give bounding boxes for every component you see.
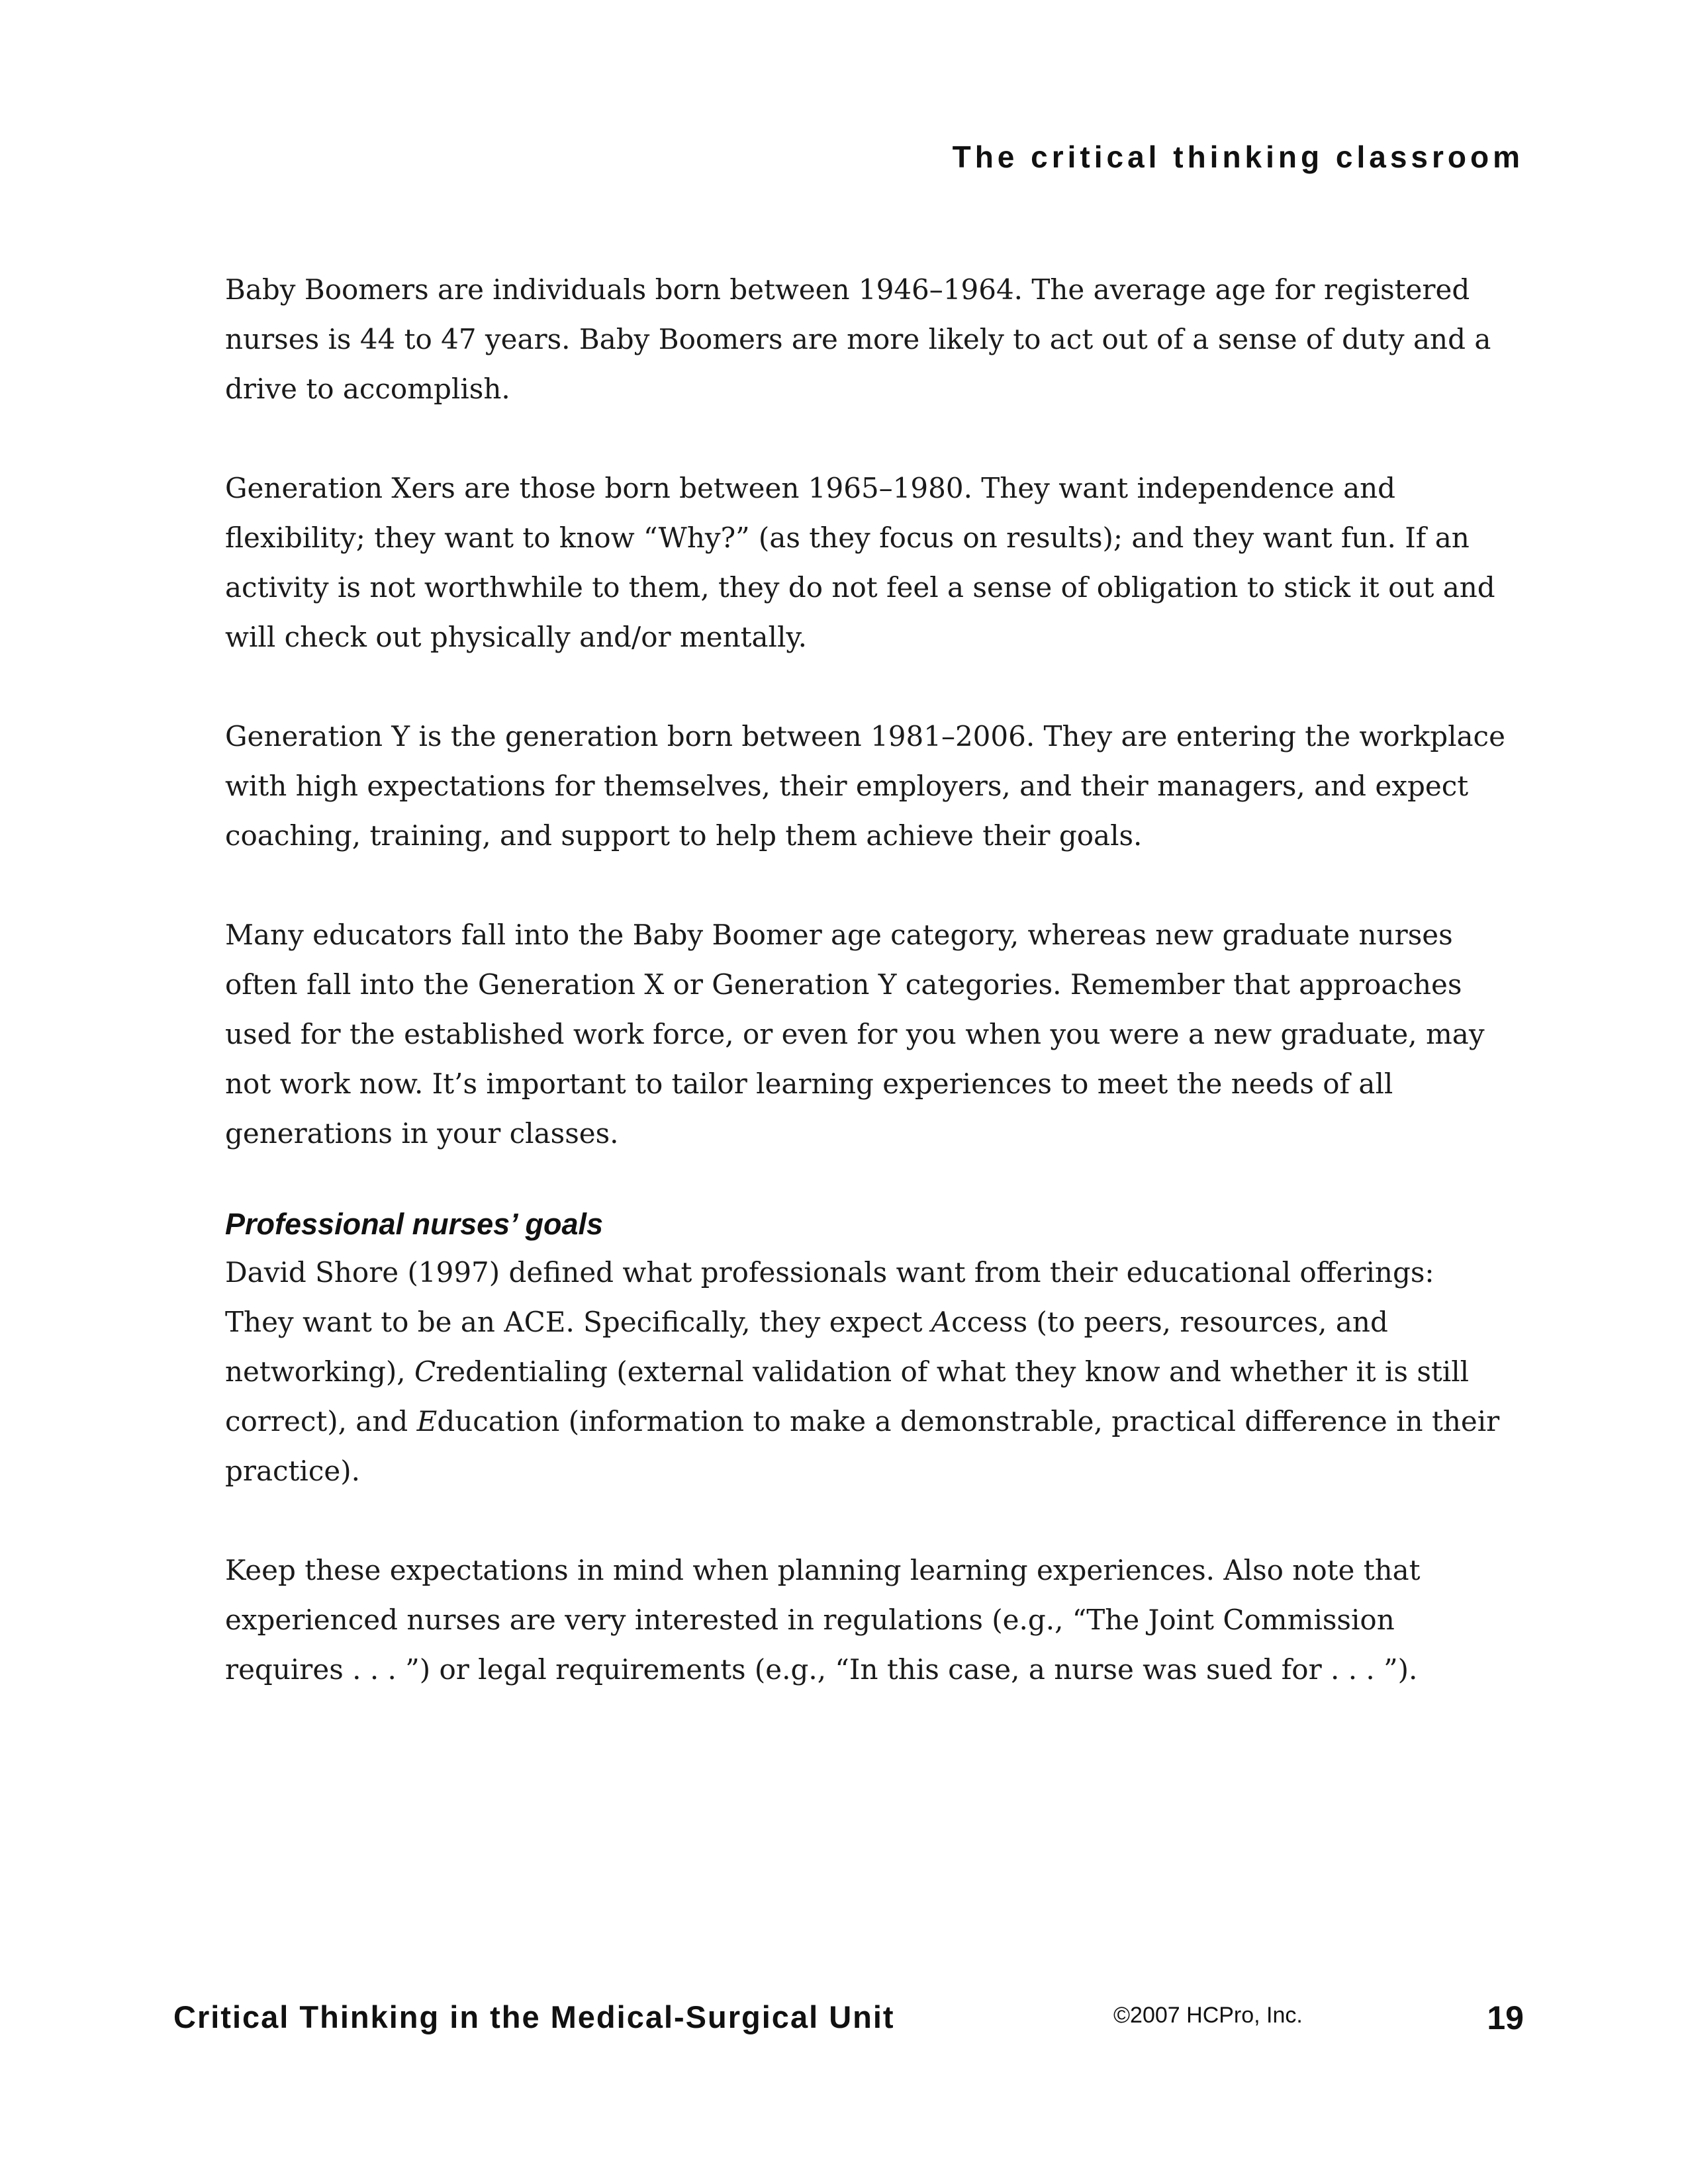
page-footer <box>173 1999 1524 2045</box>
ace-letter-e: E <box>416 1405 438 1437</box>
ace-letter-a: A <box>931 1306 952 1338</box>
paragraph-expectations: Keep these expectations in mind when planning learning experiences. Also note that experienced nurses are very interested in regulations (e.g., “The Joint Commission requires . . . ”) or legal requirements (e.g., “In this case, a nurse was sued for . . . ”). <box>225 1554 1421 1686</box>
body-text <box>225 265 1509 1694</box>
paragraph-baby-boomers: Baby Boomers are individuals born between 1946–1964. The average age for registered nurses is 44 to 47 years. Baby Boomers are more likely to act out of a sense of duty and a drive to accomplish. <box>225 273 1491 405</box>
ace-text-2: ccess (to peers, resources, and networking), <box>225 1306 1388 1388</box>
paragraph-generation-y: Generation Y is the generation born between 1981–2006. They are entering the workplace with high expectations for themselves, their employers, and their managers, and expect coaching, training, and support to help them achieve their goals. <box>225 720 1505 852</box>
footer-book-title: Critical Thinking in the Medical-Surgical Unit <box>173 1999 895 2034</box>
ace-text-4: ducation (information to make a demonstrable, practical difference in their practice). <box>225 1405 1500 1487</box>
ace-text-3: redentialing (external validation of what they know and whether it is still correct), and <box>225 1355 1470 1437</box>
paragraph-ace <box>225 1248 1509 1496</box>
paragraph-educators: Many educators fall into the Baby Boomer age category, whereas new graduate nurses often fall into the Generation X or Generation Y categories. Remember that approaches used for the established work force, or even for you when you were a new graduate, may not work now. It’s important to tailor learning experiences to meet the needs of all generations in your classes. <box>225 919 1485 1150</box>
page-number: 19 <box>1487 1999 1524 2036</box>
ace-letter-c: C <box>414 1355 436 1388</box>
paragraph-generation-x: Generation Xers are those born between 1965–1980. They want independence and flexibility; they want to know “Why?” (as they focus on results); and they want fun. If an activity is not worthwhile to them, they do not feel a sense of obligation to stick it out and will check out physically and/or mentally. <box>225 472 1495 653</box>
section-heading: Professional nurses’ goals <box>225 1207 604 1241</box>
footer-copyright: ©2007 HCPro, Inc. <box>1113 2003 1303 2028</box>
running-header: The critical thinking classroom <box>952 140 1524 174</box>
ace-text-1: David Shore (1997) defined what professionals want from their educational offerings: They want to be an ACE. Specifically, they expect <box>225 1256 1434 1338</box>
